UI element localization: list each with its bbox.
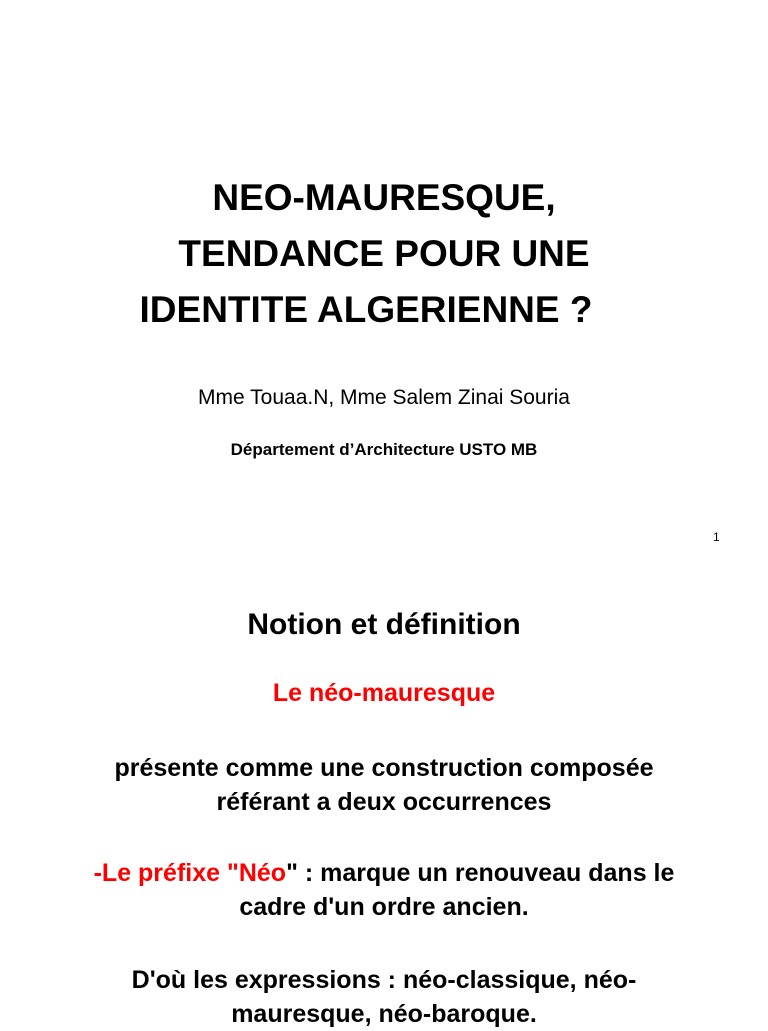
definition-paragraph bbox=[0, 751, 768, 819]
page-number: 1 bbox=[713, 530, 720, 544]
subject-term: Le néo-mauresque bbox=[272, 679, 496, 707]
slide-title bbox=[0, 170, 768, 338]
section-heading: Notion et définition bbox=[247, 608, 521, 641]
paragraph-line bbox=[0, 856, 768, 890]
title-line: NEO-MAURESQUE, bbox=[212, 177, 556, 218]
definition-slide bbox=[0, 560, 768, 1028]
paragraph-line: cadre d'un ordre ancien. bbox=[239, 893, 529, 921]
prefix-label: -Le préfixe "Néo bbox=[93, 859, 287, 887]
prefix-paragraph bbox=[0, 856, 768, 924]
department: Département d’Architecture USTO MB bbox=[230, 440, 538, 459]
title-line: TENDANCE POUR UNE bbox=[178, 233, 590, 274]
prefix-description: " : marque un renouveau dans le bbox=[286, 859, 675, 887]
paragraph-line: référant a deux occurrences bbox=[216, 788, 552, 816]
authors: Mme Touaa.N, Mme Salem Zinai Souria bbox=[198, 386, 570, 409]
paragraph-line: mauresque, néo-baroque. bbox=[231, 1000, 537, 1028]
paragraph-line: présente comme une construction composée bbox=[114, 754, 654, 782]
title-line: IDENTITE ALGERIENNE ? bbox=[139, 289, 593, 330]
paragraph-line: D'où les expressions : néo-classique, néo- bbox=[131, 966, 637, 994]
expressions-paragraph bbox=[0, 963, 768, 1031]
